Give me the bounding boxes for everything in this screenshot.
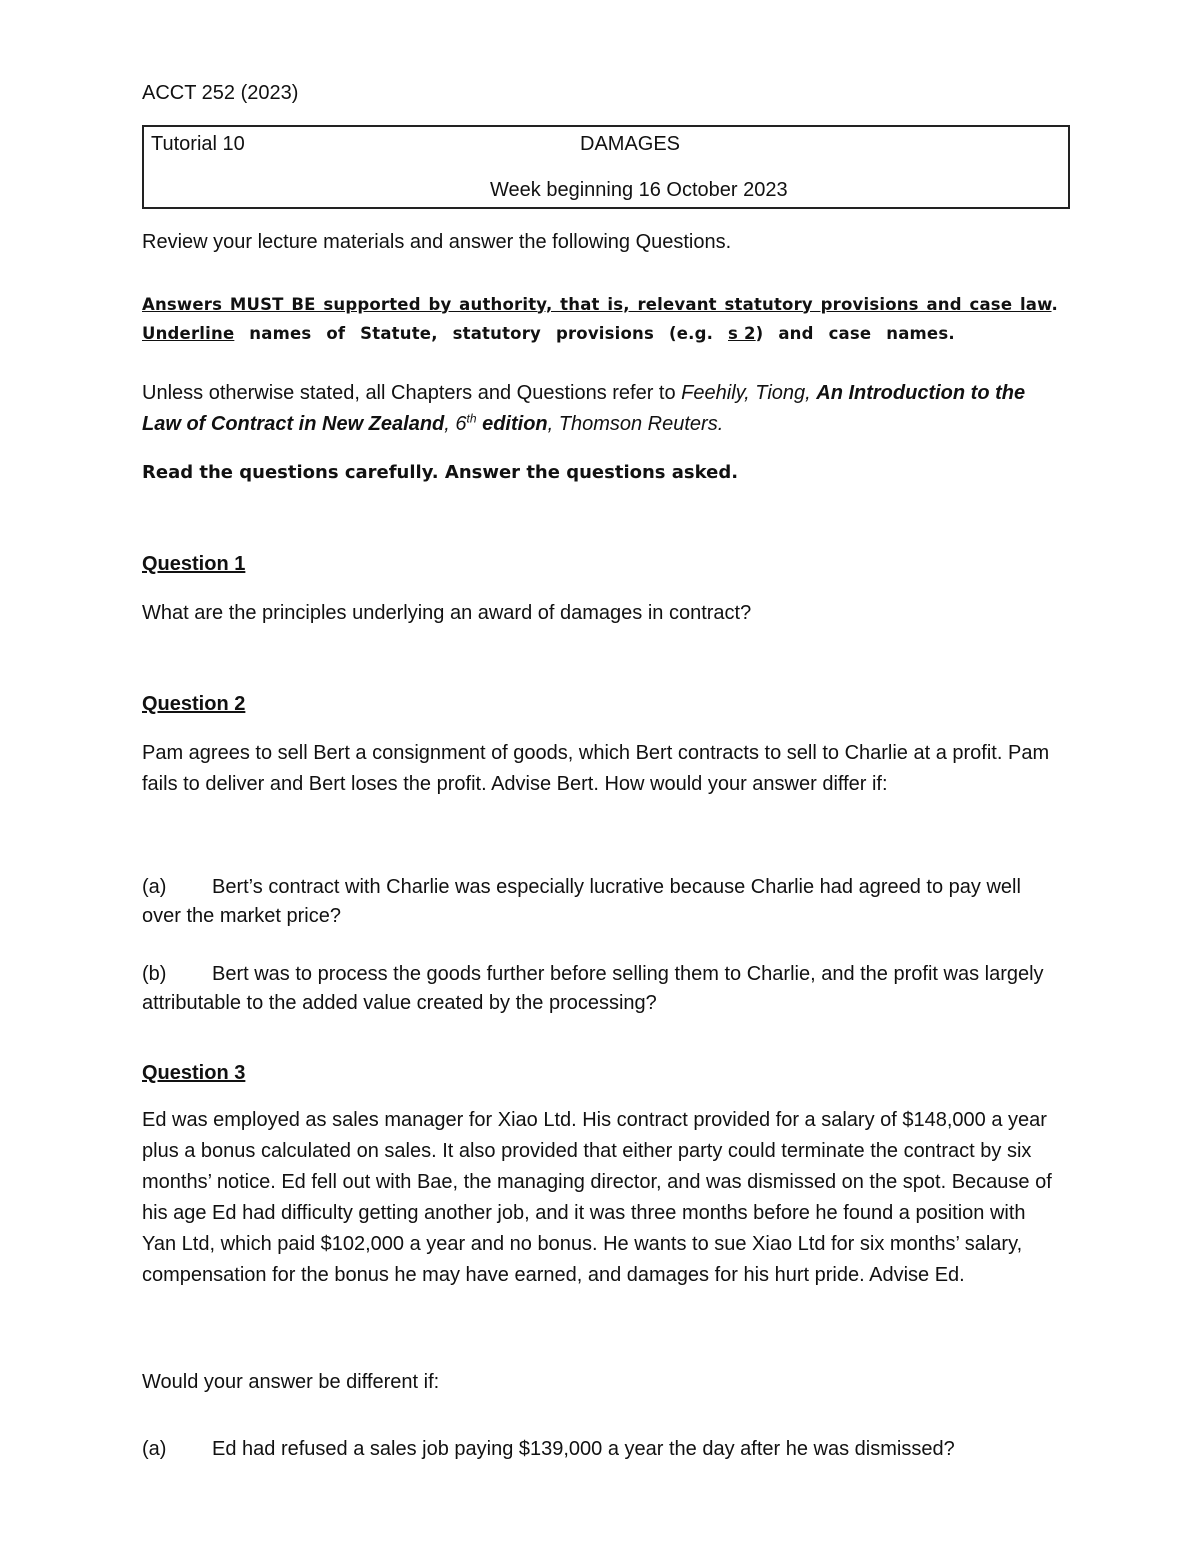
references-note: Unless otherwise stated, all Chapters and Questions refer to Feehily, Tiong, An Introduction to the Law of Contract in New Zealand, 6th edition, Thomson Reuters. (142, 382, 1026, 435)
textbook-title: An Introduction to the Law of Contract in New Zealand (142, 382, 1026, 435)
question-2-heading: Question 2 (142, 693, 246, 715)
course-code: ACCT 252 (2023) (142, 82, 299, 104)
intro-text: Review your lecture materials and answer the following Questions. (142, 231, 732, 253)
question-1-heading: Question 1 (142, 553, 246, 575)
read-carefully-note: Read the questions carefully. Answer the questions asked. (142, 462, 739, 483)
warning-example: s 2 (728, 323, 756, 343)
question-3-part-a: (a) Ed had refused a sales job paying $139,000 a year the day after he was dismissed? (142, 1438, 955, 1460)
warning-underlined: Answers MUST BE supported by authority, that is, relevant statutory provisions and case law (142, 294, 1052, 314)
tutorial-number: Tutorial 10 (151, 133, 245, 155)
warning-underline-word: Underline (142, 323, 235, 343)
authority-warning: Answers MUST BE supported by authority, that is, relevant statutory provisions and case law. Underline names of Statute, statutory provisions (e.g. s 2) and case names. (142, 294, 1058, 343)
question-3-followup: Would your answer be different if: (142, 1371, 440, 1393)
tutorial-header-box (142, 125, 1070, 209)
question-3-text: Ed was employed as sales manager for Xiao Ltd. His contract provided for a salary of $148,000 a year plus a bonus calculated on sales. It also provided that either party could terminate the contract by six months’ notice. Ed fell out with Bae, the managing director, and was dismissed on the spot. Because of his age Ed had difficulty getting another job, and it was three months before he found a position with Yan Ltd, which paid $102,000 a year and no bonus. He wants to sue Xiao Ltd for six months’ salary, compensation for the bonus he may have earned, and damages for his hurt pride. Advise Ed. (142, 1109, 1052, 1286)
tutorial-topic: DAMAGES (580, 133, 681, 155)
question-2-part-a: (a) Bert’s contract with Charlie was especially lucrative because Charlie had agreed to pay well over the market price? (142, 876, 1021, 927)
question-3-heading: Question 3 (142, 1062, 246, 1084)
question-2-text: Pam agrees to sell Bert a consignment of goods, which Bert contracts to sell to Charlie at a profit. Pam fails to deliver and Bert loses the profit. Advise Bert. How would your answer differ if: (142, 742, 1050, 795)
question-2-part-b: (b) Bert was to process the goods further before selling them to Charlie, and the profit was largely attributable to the added value created by the processing? (142, 963, 1044, 1014)
tutorial-week: Week beginning 16 October 2023 (490, 179, 788, 201)
question-1-text: What are the principles underlying an award of damages in contract? (142, 602, 752, 624)
